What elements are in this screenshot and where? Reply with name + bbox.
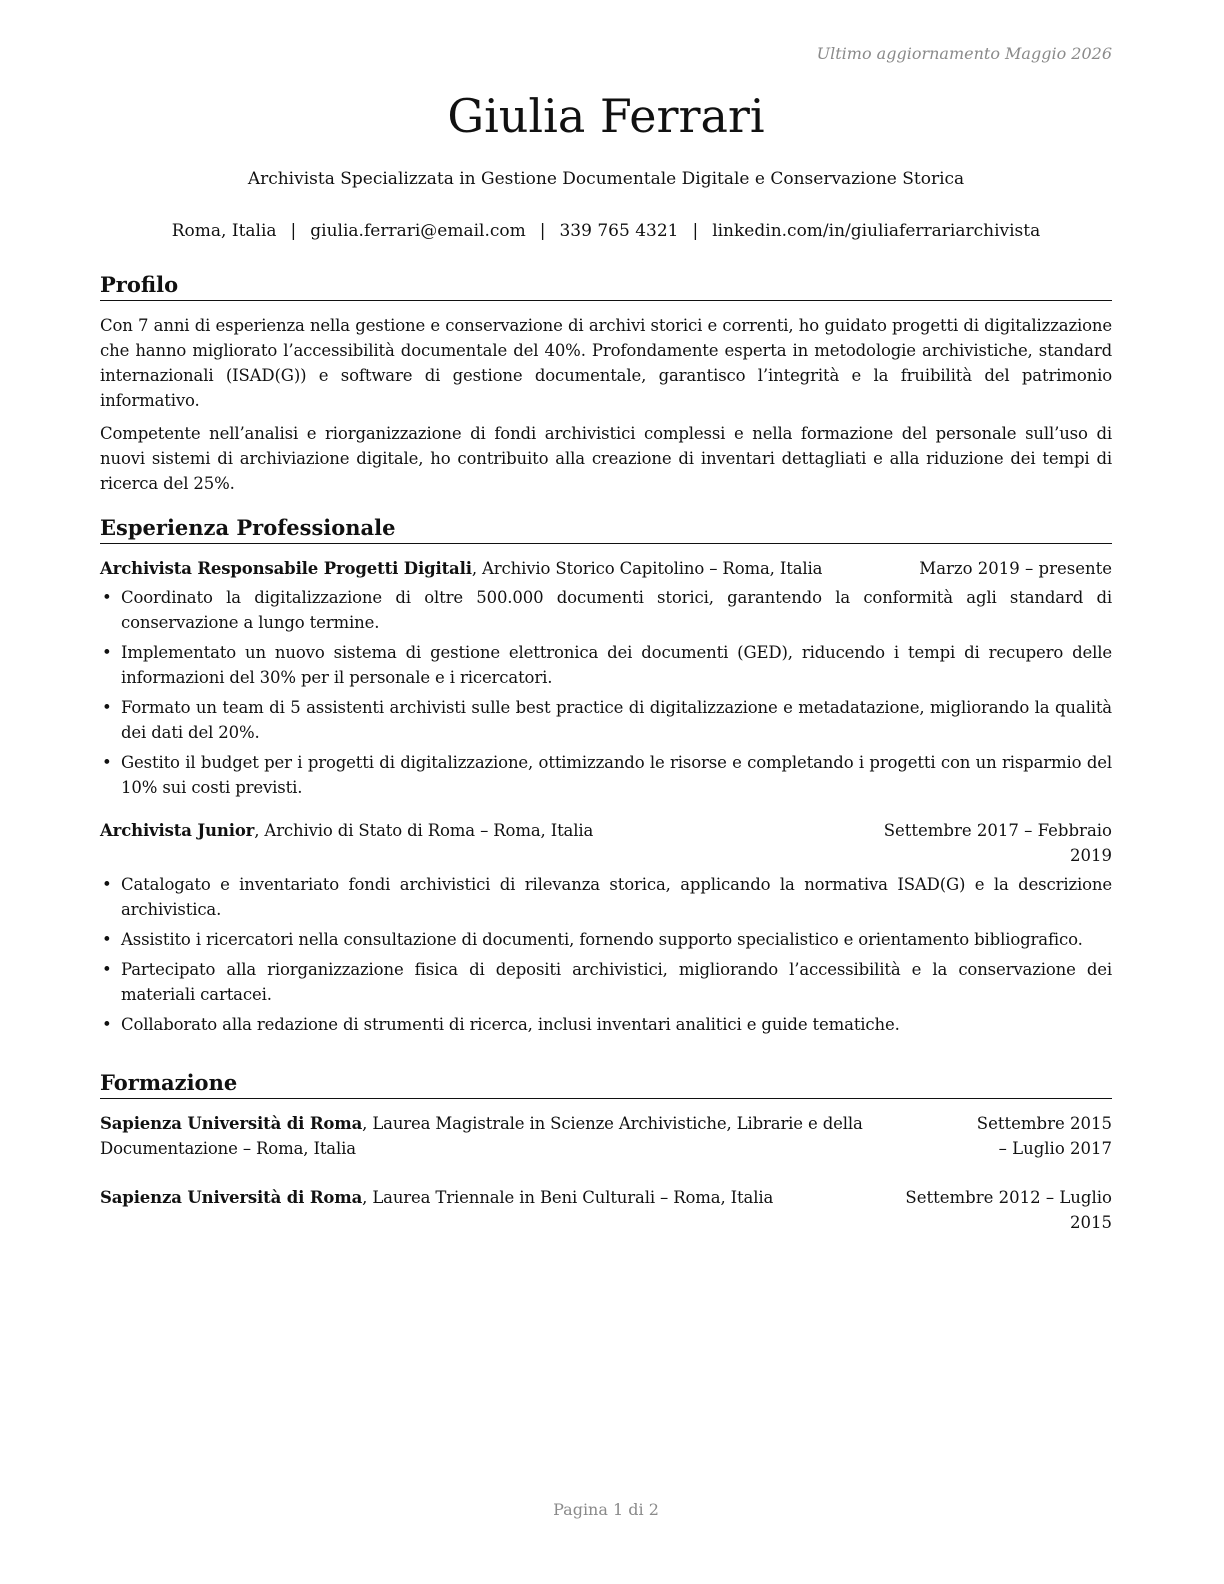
bullet-text: Coordinato la digitalizzazione di oltre 500.000 documenti storici, garantendo la conformità agli standard di conservazione a lungo termine. [121,588,1112,632]
education-school: Sapienza Università di Roma [100,1188,363,1207]
education-dates: Settembre 2012 – Luglio 2015 [905,1188,1112,1232]
contact-separator: | [692,221,699,241]
job-bullets [100,585,1112,800]
list-item [100,695,1112,745]
list-item [100,957,1112,1007]
bullet-dot-icon: • [102,753,112,772]
list-item [100,640,1112,690]
bullet-dot-icon: • [102,875,112,894]
bullet-dot-icon: • [102,930,112,949]
contact-phone: 339 765 4321 [559,221,679,241]
bullet-text: Partecipato alla riorganizzazione fisica di depositi archivistici, migliorando l’accessibilità e la conservazione dei materiali cartacei. [121,960,1112,1004]
job-bullets [100,872,1112,1037]
job-header [100,818,1112,868]
bullet-text: Formato un team di 5 assistenti archivisti sulle best practice di digitalizzazione e metadatazione, migliorando la qualità dei dati del 20%. [121,698,1112,742]
job-dates: Marzo 2019 – presente [919,559,1112,578]
bullet-dot-icon: • [102,960,112,979]
job-role: Archivista Junior [100,821,255,840]
list-item [100,872,1112,922]
contact-separator: | [290,221,297,241]
education-school: Sapienza Università di Roma [100,1114,363,1133]
education-dates: Settembre 2015 – Luglio 2017 [976,1114,1112,1158]
list-item [100,750,1112,800]
education-entry [100,1185,1112,1235]
section-title-profile: Profilo [100,270,1112,301]
job-employer: , Archivio Storico Capitolino – Roma, Italia [471,559,823,578]
candidate-headline: Archivista Specializzata in Gestione Documentale Digitale e Conservazione Storica [247,169,965,189]
job-header [100,556,1112,581]
contact-location: Roma, Italia [171,221,277,241]
section-title-experience: Esperienza Professionale [100,513,1112,544]
list-item [100,585,1112,635]
education-section [100,1068,1112,1235]
profile-paragraph: Competente nell’analisi e riorganizzazione di fondi archivistici complessi e nella formazione del personale sull’uso di nuovi sistemi di archiviazione digitale, ho contribuito alla creazione di inventari dettagliati e alla riduzione dei tempi di ricerca del 25%. [100,424,1112,493]
bullet-text: Catalogato e inventariato fondi archivistici di rilevanza storica, applicando la normativa ISAD(G) e la descrizione archivistica. [121,875,1112,919]
experience-section [100,513,1112,1042]
bullet-text: Collaborato alla redazione di strumenti di ricerca, inclusi inventari analitici e guide tematiche. [121,1015,900,1034]
job-employer: , Archivio di Stato di Roma – Roma, Italia [254,821,594,840]
education-entry [100,1111,1112,1161]
list-item [100,1012,1112,1037]
job-entry [100,818,1112,1037]
page-number: Pagina 1 di 2 [553,1500,659,1519]
education-degree: , Laurea Magistrale in Scienze Archivistiche, Librarie e della Documentazione – Roma, Italia [100,1114,863,1158]
job-title-line [100,818,860,843]
profile-paragraph: Con 7 anni di esperienza nella gestione e conservazione di archivi storici e correnti, ho guidato progetti di digitalizzazione che hanno migliorato l’accessibilità documentale del 40%. Profondamente esperta in metodologie archivistiche, standard internazionali (ISAD(G)) e software di gestione documentale, garantisco l’integrità e la fruibilità del patrimonio informativo. [100,316,1112,410]
job-role: Archivista Responsabile Progetti Digitali [100,559,472,578]
job-title-line [100,556,903,581]
education-title-line [100,1185,860,1210]
job-dates: Settembre 2017 – Febbraio 2019 [883,821,1112,865]
bullet-dot-icon: • [102,1015,112,1034]
candidate-name: Giulia Ferrari [447,89,765,143]
bullet-dot-icon: • [102,643,112,662]
resume-page [100,0,1112,1584]
list-item [100,927,1112,952]
bullet-dot-icon: • [102,698,112,717]
last-updated: Ultimo aggiornamento Maggio 2026 [816,44,1112,63]
contact-linkedin[interactable]: linkedin.com/in/giuliaferrariarchivista [712,221,1041,241]
bullet-text: Implementato un nuovo sistema di gestione elettronica dei documenti (GED), riducendo i tempi di recupero delle informazioni del 30% per il personale e i ricercatori. [121,643,1112,687]
education-title-line [100,1111,956,1161]
education-degree: , Laurea Triennale in Beni Culturali – Roma, Italia [362,1188,774,1207]
contact-email[interactable]: giulia.ferrari@email.com [310,221,526,241]
job-entry [100,556,1112,800]
bullet-dot-icon: • [102,588,112,607]
section-title-education: Formazione [100,1068,1112,1099]
profile-section [100,270,1112,504]
bullet-text: Gestito il budget per i progetti di digitalizzazione, ottimizzando le risorse e completando i progetti con un risparmio del 10% sui costi previsti. [121,753,1112,797]
contact-separator: | [539,221,546,241]
contact-line [100,218,1112,244]
bullet-text: Assistito i ricercatori nella consultazione di documenti, fornendo supporto specialistico e orientamento bibliografico. [121,930,1083,949]
